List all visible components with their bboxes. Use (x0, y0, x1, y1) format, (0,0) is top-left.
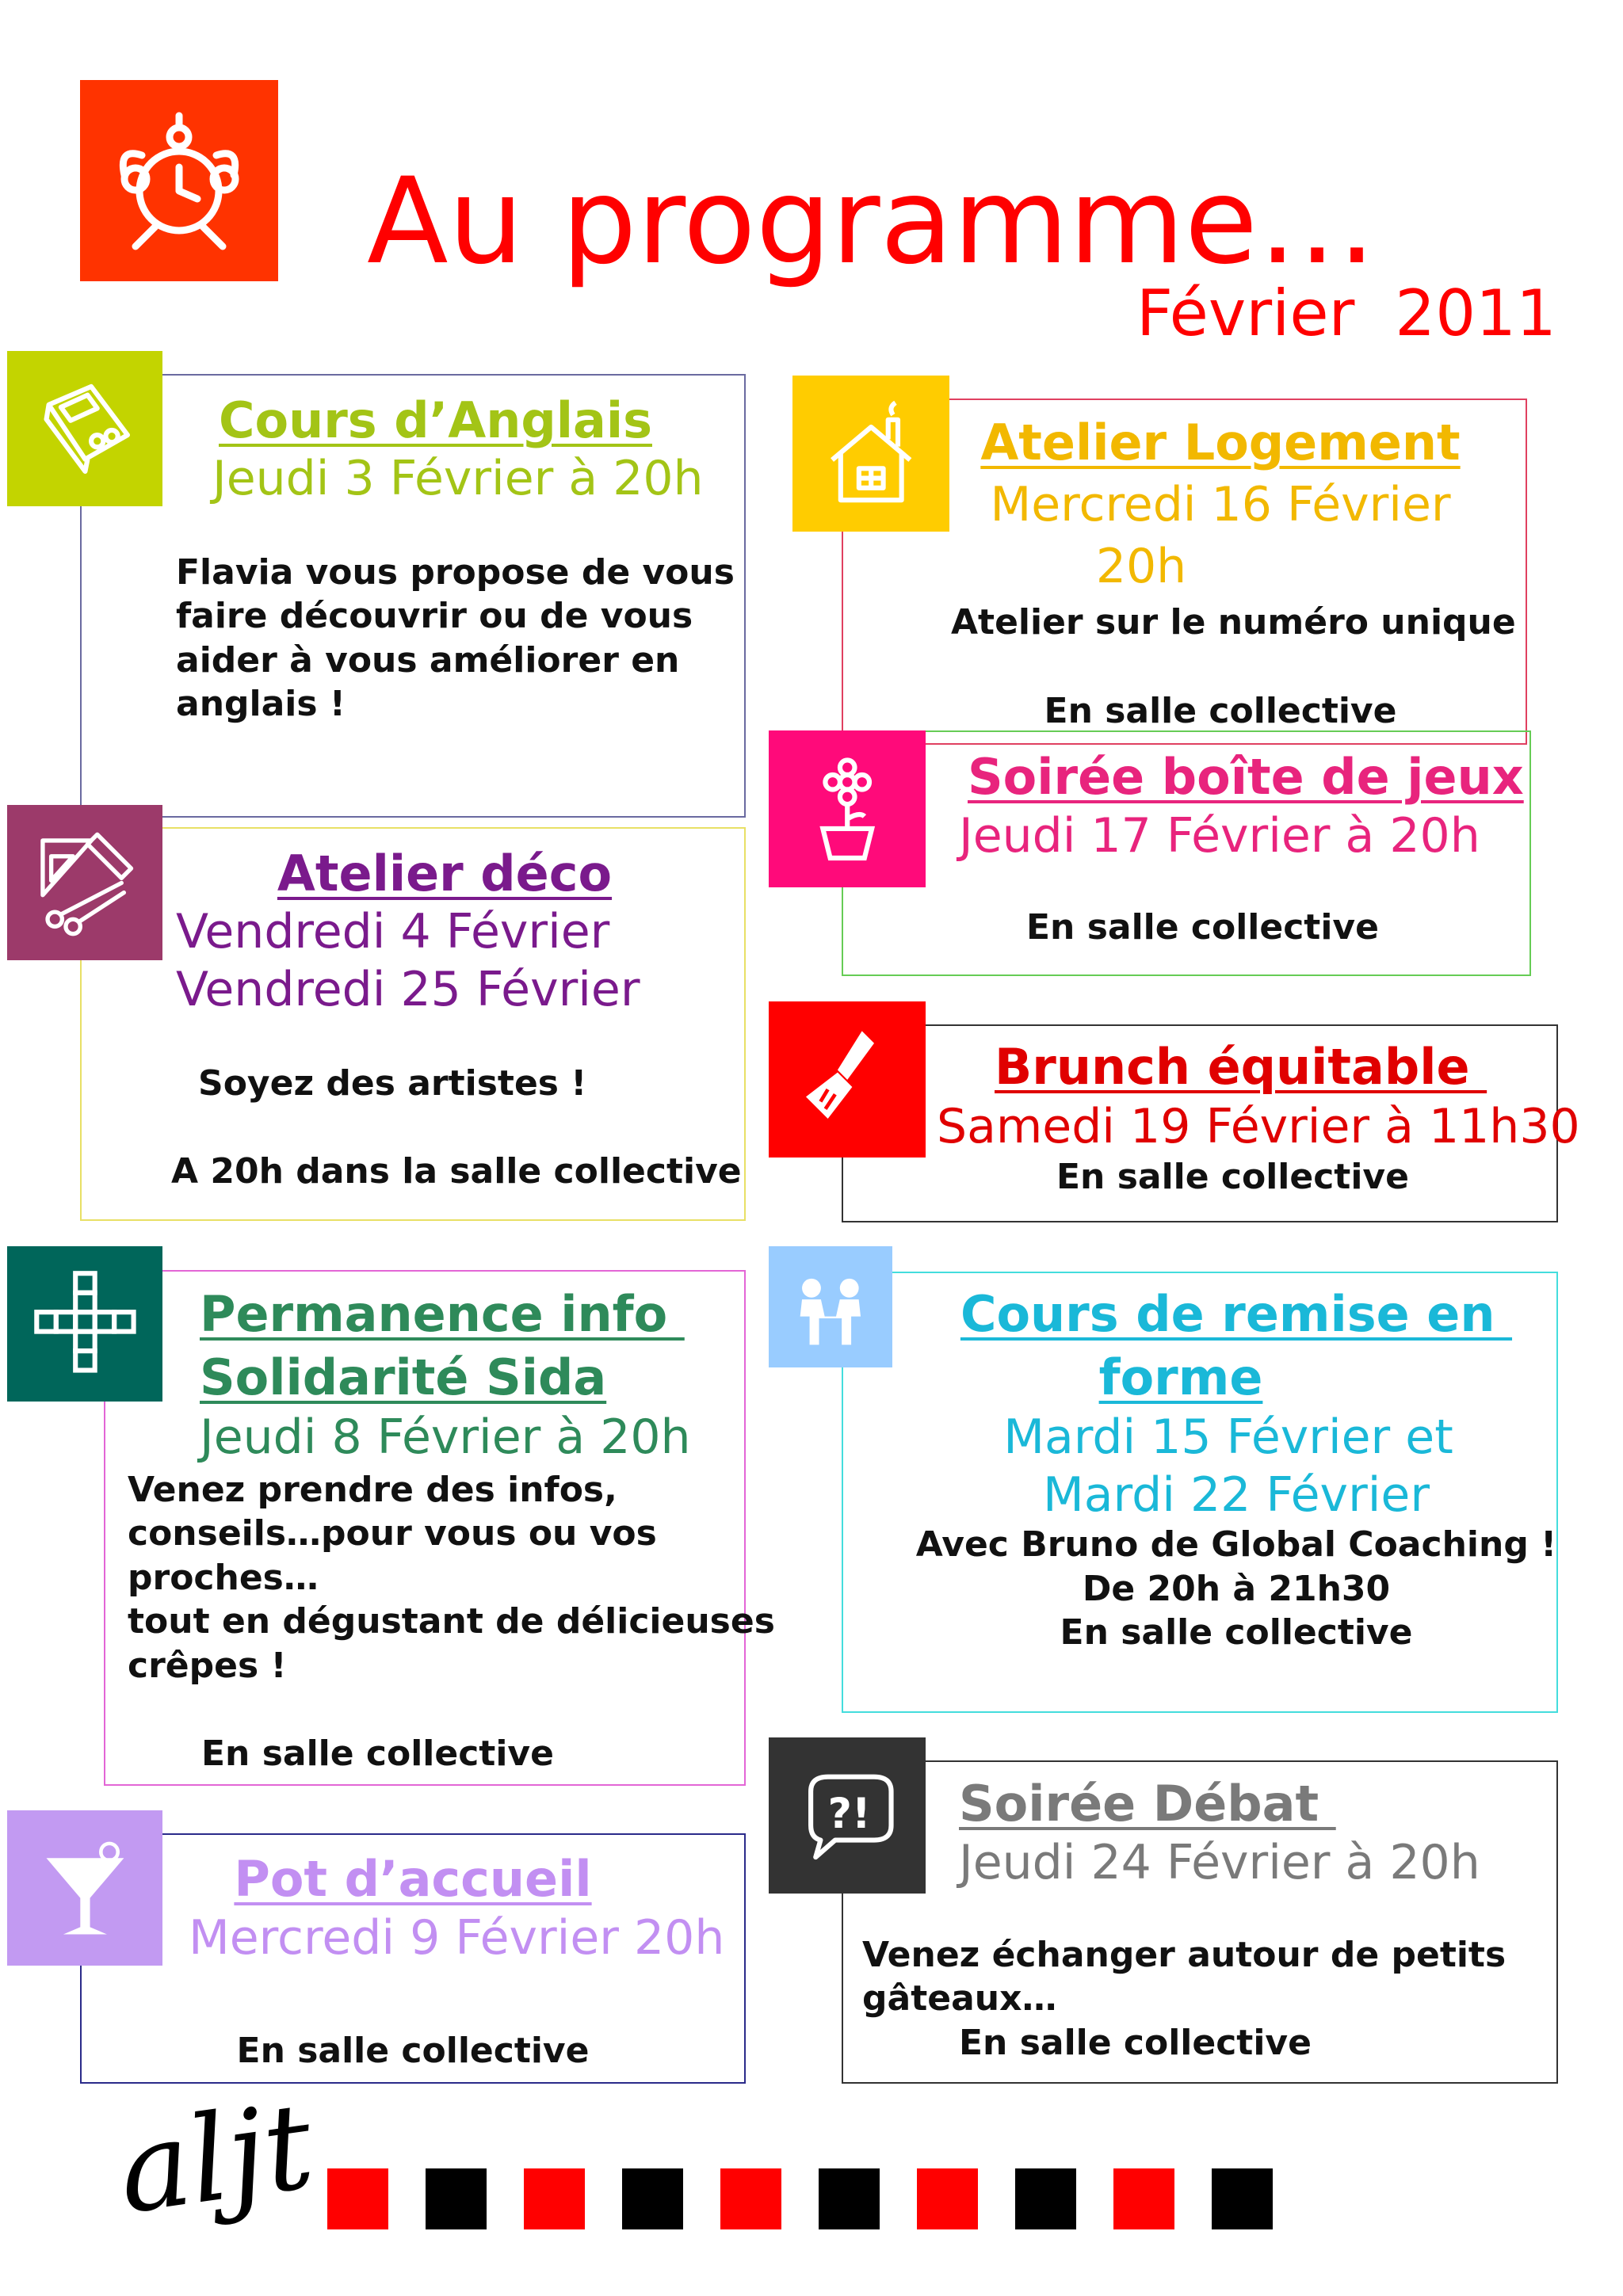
brand-logo: aljt (110, 2077, 322, 2241)
event-desc-anglais-2: faire découvrir ou de vous (176, 596, 693, 636)
event-date-brunch: Samedi 19 Février à 11h30 (937, 1099, 1580, 1154)
event-icon-box-brunch (769, 1001, 926, 1158)
footer-square (917, 2168, 978, 2229)
event-place-debat: En salle collective (959, 2023, 1312, 2063)
event-place-pot: En salle collective (236, 2031, 590, 2071)
footer-square (524, 2168, 585, 2229)
event-title-pot: Pot d’accueil (234, 1850, 592, 1908)
event-date-logement-2: 20h (1095, 539, 1187, 594)
svg-text:?!: ?! (827, 1790, 871, 1838)
event-title-brunch: Brunch équitable (995, 1038, 1487, 1096)
event-date-forme-1: Mardi 15 Février et (1003, 1409, 1453, 1465)
event-desc-sida-1: Venez prendre des infos, (128, 1470, 617, 1510)
footer-square (1113, 2168, 1174, 2229)
event-title-sida-1: Permanence info (200, 1285, 685, 1343)
event-desc-debat-1: Venez échanger autour de petits (862, 1935, 1507, 1975)
alarm-clock-icon (80, 80, 278, 281)
event-desc-sida-4: tout en dégustant de délicieuses (128, 1601, 775, 1642)
event-desc-anglais-4: anglais ! (176, 684, 346, 724)
speech-bubble-icon (786, 1755, 908, 1877)
event-desc-deco-1: Soyez des artistes ! (198, 1063, 587, 1104)
header-logo-box (80, 80, 278, 281)
event-desc-logement: Atelier sur le numéro unique (951, 602, 1516, 643)
event-icon-box-sida (7, 1246, 162, 1402)
event-place-logement: En salle collective (1044, 691, 1397, 731)
event-title-jeux: Soirée boîte de jeux (968, 748, 1524, 806)
flower-pot-icon (786, 748, 908, 870)
event-date-pot: Mercredi 9 Février 20h (189, 1910, 725, 1966)
spatula-icon (786, 1019, 908, 1141)
event-icon-box-jeux (769, 730, 926, 887)
footer-square (819, 2168, 880, 2229)
page-title: Au programme… (367, 153, 1377, 291)
event-desc-anglais-3: aider à vous améliorer en (176, 640, 680, 681)
event-title-sida-2: Solidarité Sida (200, 1348, 607, 1406)
page-subtitle: Février 2011 (1136, 277, 1556, 350)
footer-square (720, 2168, 781, 2229)
event-desc-deco-2: A 20h dans la salle collective (171, 1151, 742, 1192)
event-desc-sida-5: crêpes ! (128, 1646, 287, 1686)
event-desc-forme-1: Avec Bruno de Global Coaching ! (915, 1524, 1557, 1565)
event-desc-debat-2: gâteaux… (862, 1978, 1057, 2019)
event-desc-anglais-1: Flavia vous propose de vous (176, 552, 735, 593)
footer-square (622, 2168, 683, 2229)
event-icon-box-logement (792, 376, 949, 532)
event-place-brunch: En salle collective (1056, 1157, 1409, 1197)
event-title-forme-2: forme (1098, 1348, 1263, 1406)
footer-square (1212, 2168, 1273, 2229)
event-desc-forme-3: En salle collective (1060, 1612, 1413, 1653)
event-desc-forme-2: De 20h à 21h30 (1082, 1569, 1391, 1609)
event-title-logement: Atelier Logement (980, 414, 1461, 471)
event-icon-box-forme (769, 1246, 892, 1367)
event-desc-sida-3: proches… (128, 1558, 319, 1598)
house-icon (810, 393, 932, 515)
event-date-deco-2: Vendredi 25 Février (176, 962, 640, 1017)
event-date-anglais: Jeudi 3 Février à 20h (212, 451, 704, 506)
footer-square (426, 2168, 487, 2229)
two-kids-icon (782, 1260, 879, 1354)
crossword-icon (25, 1264, 146, 1385)
event-desc-sida-2: conseils…pour vous ou vos (128, 1513, 657, 1554)
event-title-anglais: Cours d’Anglais (219, 391, 652, 449)
footer-square (327, 2168, 388, 2229)
footer-square (1015, 2168, 1076, 2229)
event-date-debat: Jeudi 24 Février à 20h (959, 1835, 1480, 1890)
event-title-debat: Soirée Débat (959, 1775, 1336, 1833)
event-date-deco-1: Vendredi 4 Février (176, 904, 610, 959)
event-place-sida: En salle collective (201, 1733, 554, 1774)
book-icon (25, 368, 146, 490)
event-icon-box-debat (769, 1737, 926, 1894)
event-date-jeux: Jeudi 17 Février à 20h (959, 808, 1480, 864)
event-date-sida: Jeudi 8 Février à 20h (200, 1409, 691, 1465)
event-title-forme-1: Cours de remise en (960, 1285, 1513, 1343)
event-date-logement-1: Mercredi 16 Février (990, 477, 1451, 532)
event-icon-box-anglais (7, 351, 162, 506)
event-title-deco: Atelier déco (277, 845, 613, 902)
event-date-forme-2: Mardi 22 Février (1043, 1467, 1430, 1523)
event-place-jeux: En salle collective (1026, 907, 1379, 948)
